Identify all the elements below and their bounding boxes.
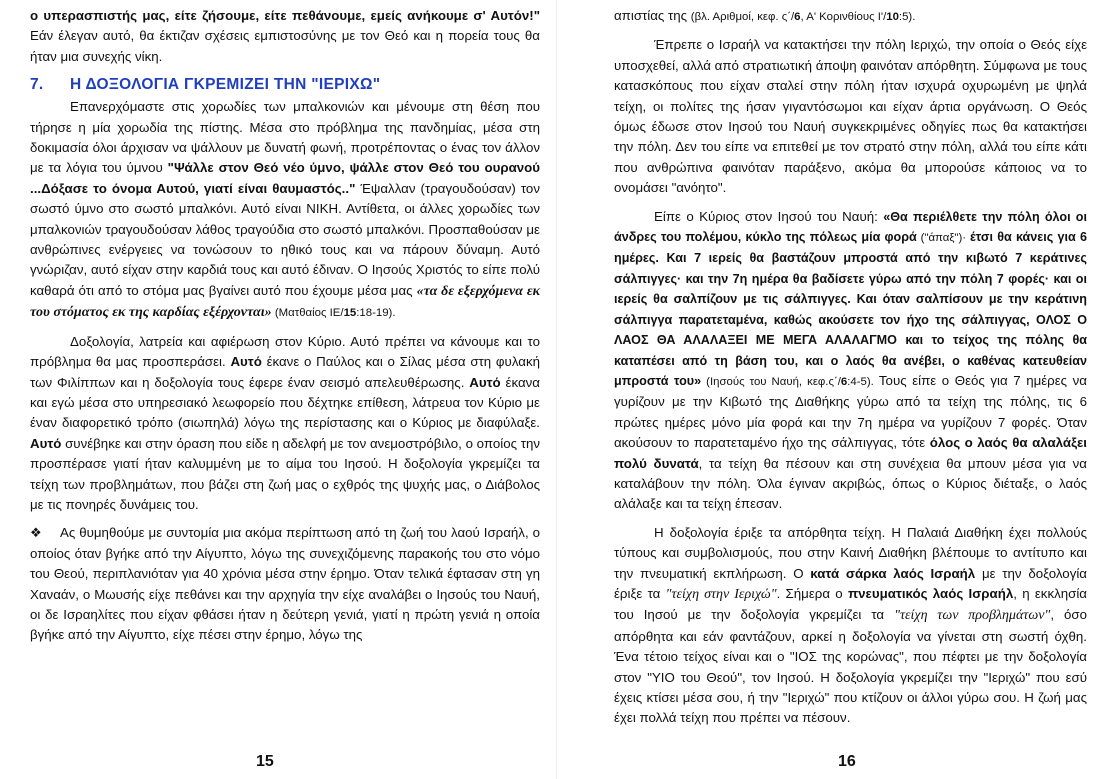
right-page — [566, 0, 1117, 779]
text-run: , τα τείχη θα πέσουν και στη συνέχεια θα μπουν μέσα για να καταλάβουν την πόλη. Όλα έγιναν ακριβώς, όπως ο Κύριος διέταξε, ο λαός αλάλαξε και τα τείχη έπεσαν. — [614, 455, 1087, 512]
text-run: Δοξολογία, λατρεία και αφιέρωση στον Κύριο. Αυτό πρέπει να κάνουμε και το πρόβλημα θα μας προσπεράσει. — [30, 333, 540, 370]
text-run: έκανε ο Παύλος και ο Σίλας μέσα στη φυλακή των Φιλίππων και η δοξολογία τους έφερε έναν σεισμό απελευθέρωσης. — [30, 354, 541, 390]
right-paragraph-1: Έπρεπε ο Ισραήλ να κατακτήσει την πόλη Ιεριχώ, την οποία ο Θεός είχε υποσχεθεί, αλλά από στρατιωτική άποψη φαινόταν απόρθητη. Σύμφωνα με τους κατασκόπους που είχαν σταλεί στην πόλη ήταν ισχυρά οχυρωμένη με ψηλά τείχη, οι πολίτες της ήσαν γιγαντόσωμοι και είχαν άρτια οργάνωση. Ο Θεός όμως έδωσε στον Ιησού του Ναυή συγκεκριμένες οδηγίες πως θα κατακτήσει την πόλη. Δεν του είπε να επιτεθεί με τον στρατό στην πόλη, αλλά του είπε κάτι που ανθρώπινα φαινόταν παράξενο, ακόμα θα μπορούσε κάποιος να το ονομάσει "ανόητο". — [614, 37, 1087, 196]
reference: (βλ. Αριθμοί, κεφ. ς΄/ — [690, 11, 795, 23]
text-run: , όσο απόρθητα και εάν φαντάζουν, αρκεί η δοξολογία να γίνεται στη σωστή όχθη. Ένα τέτοιο τείχος είναι και ο "ΙΟΣ της κορώνας", που πέφτει με την δοξολογία στον "ΥΙΟ του Θεού", τον Ιησού. Η δοξολογία γκρεμίζει την "Ιεριχώ" που εσύ έχεις κτίσει μέσα σου, ή την "Ιεριχώ" που κτίζουν οι άλλοι γύρω σου. Η ζωή μας έχει πολλά τείχη που πρέπει να πέσουν. — [614, 607, 1087, 726]
text-run: . Σήμερα ο — [776, 585, 848, 601]
reference: :18-19). — [356, 307, 396, 320]
left-paragraph-3 — [30, 523, 540, 645]
emphasis: Αυτό — [230, 354, 262, 370]
reference-chapter: 6 — [794, 11, 801, 23]
emphasis: Αυτό — [469, 374, 501, 390]
emphasis: Αυτό — [30, 435, 62, 451]
scripture-quote: έτσι θα κάνεις για 6 ημέρες. Και 7 ιερείς θα βαστάζουν μπροστά από την κιβωτό 7 κεράτινες σάλπιγγες· και την 7η ημέρα θα βαδίσετε γύρω από την πόλη 7 φορές· και οι ιερείς θα σαλπίζουν με τις σάλπιγγες. Και όταν σαλπίσουν με την κεράτινη σάλπιγγα παρατεταμένα, καθώς ακούσετε τον ήχο της σάλπιγγας, ΟΛΟΣ Ο ΛΑΟΣ ΘΑ ΑΛΑΛΑΞΕΙ ΜΕ ΜΕΓΑ ΑΛΑΛΑΓΜΟ και το τείχος της πόλης θα καταπέσει από τη βάση του, και ο λαός θα ανέβει, ο καθένας κατευθείαν μπροστά του» — [614, 230, 1087, 388]
scripture-quote: «Θα περιέλθετε την πόλη όλοι οι άνδρες του πολέμου, κύκλο της πόλεως μία φορά — [614, 209, 1087, 245]
left-paragraph-1 — [30, 97, 540, 323]
right-top-paragraph — [614, 6, 1087, 27]
text-run: Είπε ο Κύριος στον Ιησού του Ναυή: — [654, 208, 884, 224]
text-run: έκανα και εγώ μέσα στο υπηρεσιακό λεωφορείο που δέχτηκε επίθεση, λάτρευα τον Κύριο με έναν διαφορετικό τρόπο (σιωπηλά) λόγω της περίστασης και ο Κύριος με διαφύλαξε. — [30, 374, 540, 431]
left-top-bold-text: ο υπερασπιστής μας, είτε ζήσουμε, είτε πεθάνουμε, εμείς ανήκουμε σ' Αυτόν!" — [30, 8, 540, 23]
gutter — [556, 0, 557, 779]
left-top-text: Εάν έλεγαν αυτό, θα έκτιζαν σχέσεις εμπιστοσύνης με τον Θεό και η πορεία τους θα ήταν μια συνεχής νίκη. — [30, 28, 540, 64]
text-run: , η εκκλησία του Ιησού με την δοξολογία γκρεμίζει τα — [614, 585, 1087, 623]
reference: :4-5). — [847, 375, 879, 388]
reference-chapter: 6 — [840, 375, 848, 388]
section-title: Η ΔΟΞΟΛΟΓΙΑ ΓΚΡΕΜΙΖΕΙ ΤΗΝ "ΙΕΡΙΧΩ" — [70, 76, 381, 94]
reference: (Ιησούς του Ναυή, κεφ.ς΄/ — [701, 375, 841, 388]
bullet-diamond-icon: ❖ — [30, 525, 42, 541]
italic-quote: "τείχη των προβλημάτων" — [894, 608, 1051, 624]
reference: (Ματθαίος ΙΕ/ — [271, 307, 344, 320]
emphasis: όλος ο λαός θα αλαλάξει πολύ δυνατά — [614, 435, 1087, 471]
left-paragraph-2 — [30, 332, 540, 516]
hymn-quote: "Ψάλλε στον Θεό νέο ύμνο, ψάλλε στον Θεό του ουρανού ...Δόξασε το όνομα Αυτού, γιατί είναι θαυμαστός.." — [30, 160, 540, 196]
emphasis: κατά σάρκα λαός Ισραήλ — [810, 565, 976, 581]
page-number: 15 — [256, 753, 274, 770]
text-run: απιστίας της — [614, 8, 691, 23]
left-page — [0, 0, 550, 779]
right-paragraph-3 — [614, 523, 1087, 729]
page-number: 16 — [838, 753, 856, 770]
scripture-quote: «τα δε εξερχόμενα εκ του στόματος εκ της καρδίας εξέρχονται» — [30, 283, 540, 321]
text-run: Ας θυμηθούμε με συντομία μια ακόμα περίπτωση από τη ζωή του λαού Ισραήλ, ο οποίος όταν βγήκε από την Αίγυπτο, λόγω της συνεχιζόμενης παρακοής του στο νόμο του Θεού, περιπλανιόταν για 40 χρόνια μέσα στην έρημο. Όταν τελικά έφτασαν στη γη Χαναάν, ο Μωυσής είχε πεθάνει και την αρχηγία την είχε αναλάβει ο Ιησούς του Ναυή, οι δε Ισραηλίτες που είχαν φθάσει ήταν η δεύτερη γενιά, γιατί η πρώτη γενιά η οποία βγήκε από την Αίγυπτο, είχε πέσει στην έρημο, λόγω της — [30, 525, 540, 643]
text-run: Επανερχόμαστε στις χορωδίες των μπαλκονιών και μένουμε στη θέση που τήρησε η μία χορωδία της πίστης. Μέσα στο πρόβλημα της πανδημίας, μέσα στη δοκιμασία όλοι άρχισαν να ψάλλουν με δυνατή φωνή, προτρέποντας ο ένας τον άλλον με τα λόγια του ύμνου — [30, 99, 540, 176]
emphasis: πνευματικός λαός Ισραήλ — [847, 585, 1014, 601]
reference-chapter: 10 — [886, 11, 899, 23]
italic-quote: "τείχη στην Ιεριχώ" — [665, 586, 777, 602]
text-run: Τους είπε ο Θεός για 7 ημέρες να γυρίζουν με την Κιβωτό της Διαθήκης γύρω από τα τείχη της πόλης, τις 6 πρώτες ημέρες μόνο μία φορά και την 7η ημέρα να γυρίζουν 7 φορές. Όταν ακούσουν το παρατεταμένο ήχο της σάλπιγγας, τότε — [614, 372, 1087, 451]
text-run: Έψαλλαν (τραγουδούσαν) τον σωστό ύμνο στο σωστό μπαλκόνι. Αυτό είναι ΝΙΚΗ. Αντίθετα, οι άλλες χορωδίες των μπαλκονιών τραγουδούσαν λάθος τραγούδια στο σωστό μπαλκόνι. Προσπαθούσαν με ανθρώπινες ενέργειες να τονώσουν το ηθικό τους και να πάρουν δύναμη. Αυτό γνώριζαν, αυτό είχαν στην καρδιά τους και αυτό έδιναν. Ο Ιησούς Χριστός το είπε πολύ καθαρά ότι από το στόμα μας βγαίνει αυτό που έχουμε μέσα μας — [30, 180, 540, 298]
section-number: 7. — [30, 76, 44, 94]
reference: , Α' Κορινθίους Ι'/ — [800, 11, 887, 23]
section-heading — [30, 75, 540, 95]
reference: ("άπαξ")· — [916, 232, 970, 245]
reference-chapter: 15 — [343, 307, 357, 320]
text-run: συνέβηκε και στην όραση που είδε η αδελφή με τον ανεμοστρόβιλο, ο οποίος την προσπέρασε γιατί ήταν καλυμμένη με το αίμα του Ιησού. Η δοξολογία γκρεμίζει τα τείχη των προβλημάτων, που βάζει στη ζωή μας ο εχθρός της ψυχής μας, ο Διάβολος με τις πονηρές δυνάμεις του. — [30, 435, 540, 512]
text-run: με την δοξολογία έριξε τα — [614, 565, 1087, 601]
reference: :5). — [898, 11, 916, 23]
left-top-paragraph — [30, 6, 540, 67]
right-paragraph-2 — [614, 207, 1087, 515]
text-run: Η δοξολογία έριξε τα απόρθητα τείχη. Η Παλαιά Διαθήκη έχει πολλούς τύπους και συμβολισμούς, που στην Καινή Διαθήκη βλέπουμε το αντίτυπο και την πνευματική εκπλήρωση. Ο — [614, 524, 1087, 581]
